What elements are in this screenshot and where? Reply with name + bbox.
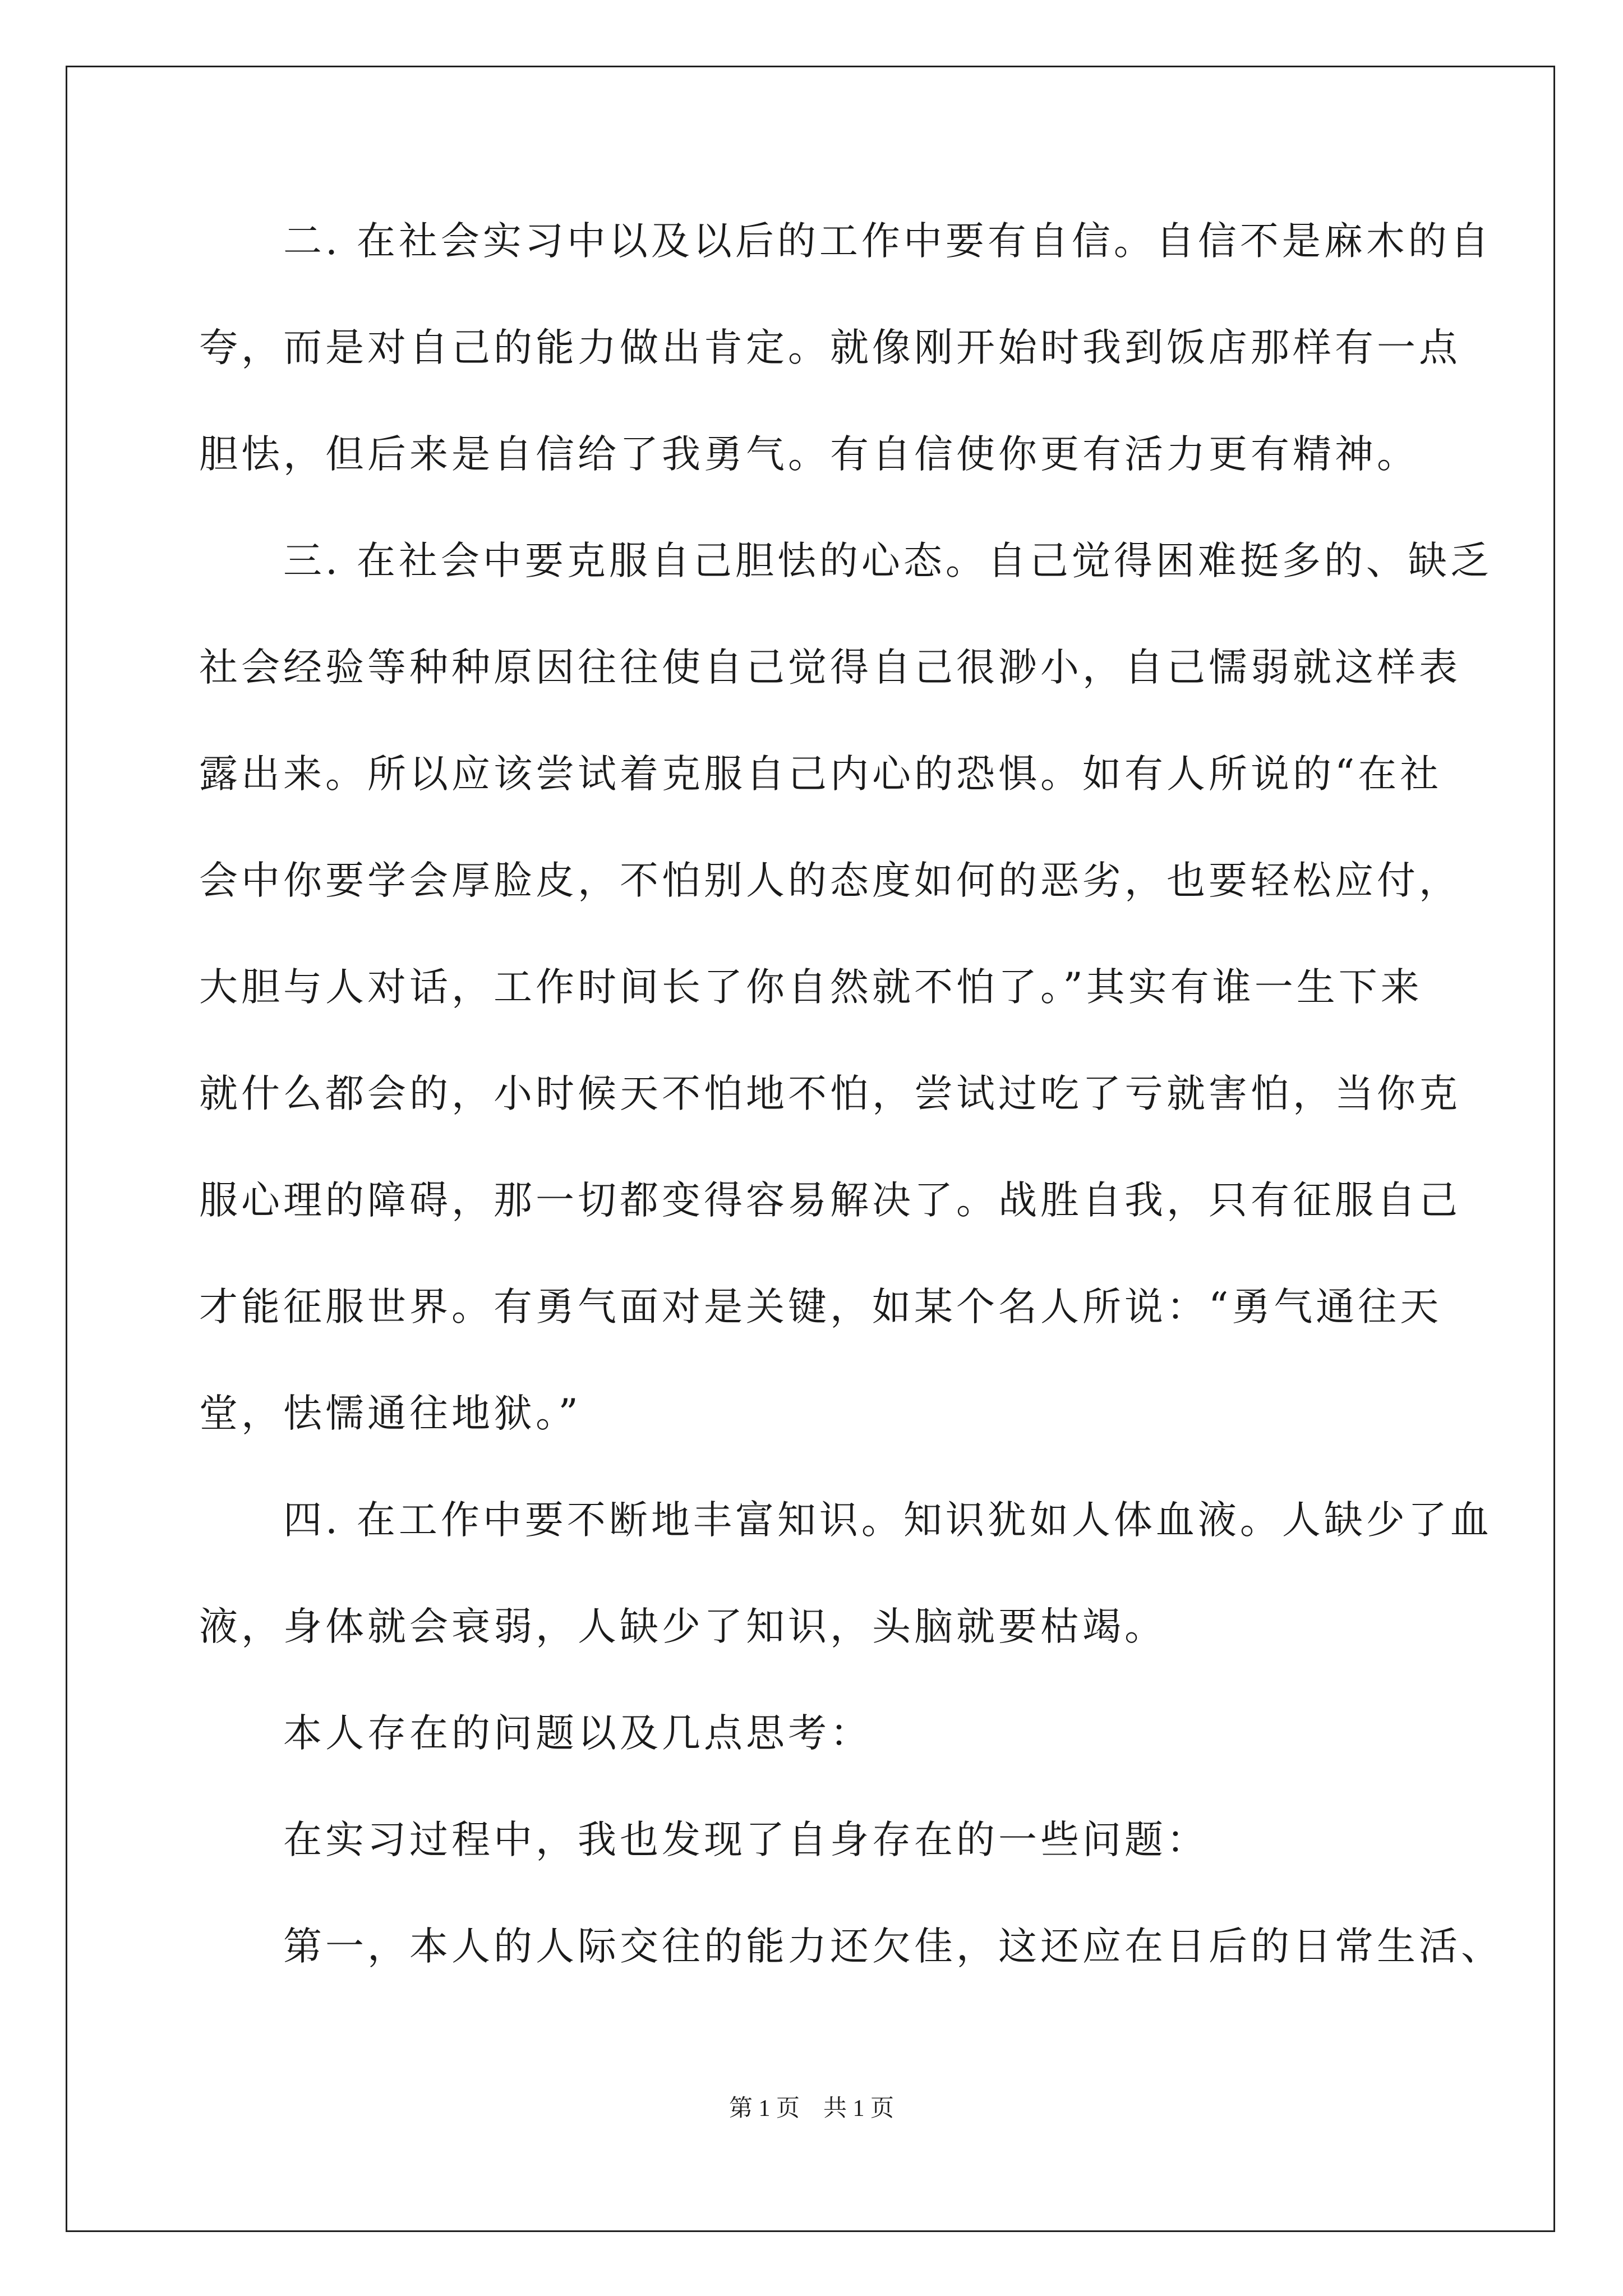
text-line: 液，身体就会衰弱，人缺少了知识，头脑就要枯竭。 <box>199 1604 1166 1649</box>
page-border <box>66 66 1555 2232</box>
text-line: 三. 在社会中要克服自己胆怯的心态。自己觉得困难挺多的、缺乏 <box>199 539 1492 583</box>
text-line: 胆怯，但后来是自信给了我勇气。有自信使你更有活力更有精神。 <box>199 432 1419 477</box>
text-line: 大胆与人对话，工作时间长了你自然就不怕了。”其实有谁一生下来 <box>199 965 1423 1010</box>
text-line: 就什么都会的，小时候天不怕地不怕，尝试过吃了亏就害怕，当你克 <box>199 1071 1461 1116</box>
text-line: 社会经验等种种原因往往使自己觉得自己很渺小，自己懦弱就这样表 <box>199 645 1461 690</box>
text-line: 在实习过程中，我也发现了自身存在的一些问题： <box>199 1818 1209 1862</box>
text-line: 才能征服世界。有勇气面对是关键，如某个名人所说：“勇气通往天 <box>199 1285 1442 1329</box>
text-line: 四. 在工作中要不断地丰富知识。知识犹如人体血液。人缺少了血 <box>199 1498 1492 1543</box>
page-number: 第 1 页 共 1 页 <box>728 2096 894 2122</box>
text-line: 二. 在社会实习中以及以后的工作中要有自信。自信不是麻木的自 <box>199 219 1492 264</box>
text-line: 第一，本人的人际交往的能力还欠佳，这还应在日后的日常生活、 <box>199 1924 1503 1969</box>
text-line: 本人存在的问题以及几点思考： <box>199 1711 872 1756</box>
text-line: 会中你要学会厚脸皮，不怕别人的态度如何的恶劣，也要轻松应付， <box>199 858 1461 903</box>
text-line: 服心理的障碍，那一切都变得容易解决了。战胜自我，只有征服自己 <box>199 1178 1461 1223</box>
text-line: 堂，怯懦通往地狱。” <box>199 1391 582 1436</box>
text-line: 露出来。所以应该尝试着克服自己内心的恐惧。如有人所说的“在社 <box>199 752 1442 797</box>
text-line: 夸，而是对自己的能力做出肯定。就像刚开始时我到饭店那样有一点 <box>199 325 1461 370</box>
